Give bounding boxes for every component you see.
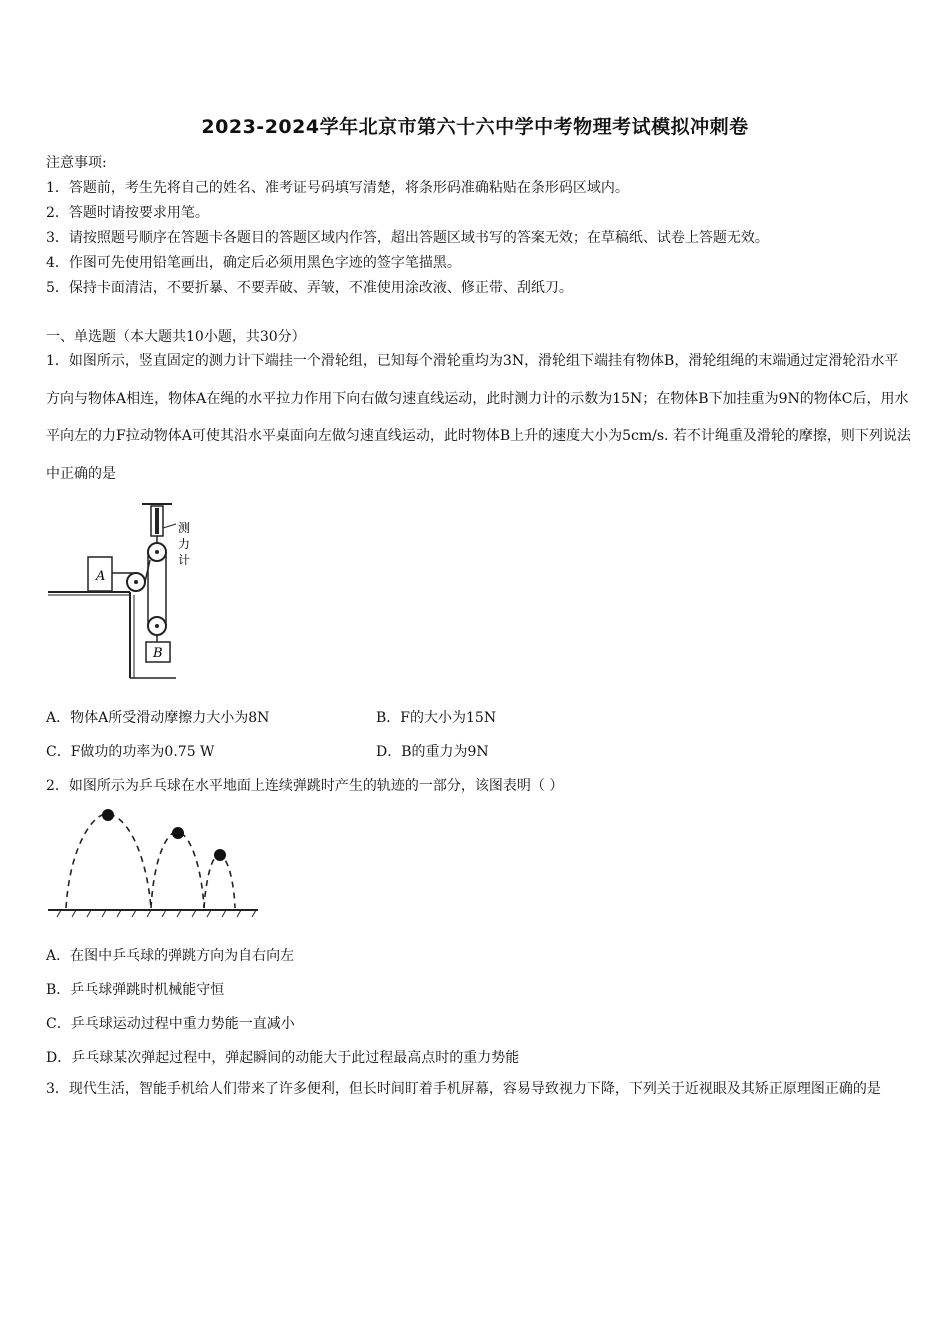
ball-3 bbox=[214, 849, 226, 861]
ball-2 bbox=[172, 827, 184, 839]
block-a-label: A bbox=[96, 569, 106, 584]
block-b-label: B bbox=[153, 646, 163, 661]
section-heading: 一、单选题（本大题共10小题，共30分） bbox=[46, 329, 306, 345]
trajectory-arc-2 bbox=[151, 832, 204, 908]
bounce-figure bbox=[46, 800, 266, 920]
q2-option-d: D．乒乓球某次弹起过程中，弹起瞬间的动能大于此过程最高点时的重力势能 bbox=[46, 1050, 520, 1066]
pulley-figure bbox=[46, 500, 216, 690]
trajectory-arc-1 bbox=[66, 814, 151, 908]
q1-option-a: A．物体A所受滑动摩擦力大小为8N bbox=[46, 710, 270, 726]
question-3-stem: 3．现代生活，智能手机给人们带来了许多便利，但长时间盯着手机屏幕，容易导致视力下降，下列关于近视眼及其矫正原理图正确的是 bbox=[46, 1081, 881, 1097]
q1-option-c: C．F做功的功率为0.75 W bbox=[46, 744, 215, 760]
spring-scale-label: 测 bbox=[178, 521, 191, 535]
q2-option-c: C．乒乓球运动过程中重力势能一直减小 bbox=[46, 1016, 295, 1032]
spring-scale-label: 计 bbox=[178, 553, 191, 567]
question-2-stem: 2．如图所示为乒乓球在水平地面上连续弹跳时产生的轨迹的一部分，该图表明（ ） bbox=[46, 778, 564, 794]
exam-title: 2023-2024学年北京市第六十六中学中考物理考试模拟冲刺卷 bbox=[201, 116, 749, 138]
q1-option-b: B．F的大小为15N bbox=[376, 710, 497, 726]
notice-item: 2．答题时请按要求用笔。 bbox=[46, 205, 209, 221]
notice-item: 5．保持卡面清洁，不要折暴、不要弄破、弄皱，不准使用涂改液、修正带、刮纸刀。 bbox=[46, 280, 573, 296]
notice-heading: 注意事项: bbox=[46, 155, 107, 171]
q2-option-b: B．乒乓球弹跳时机械能守恒 bbox=[46, 982, 225, 998]
q2-option-a: A．在图中乒乓球的弹跳方向为自右向左 bbox=[46, 948, 295, 964]
notice-item: 1．答题前，考生先将自己的姓名、准考证号码填写清楚，将条形码准确粘贴在条形码区域内。 bbox=[46, 180, 629, 196]
notice-item: 3．请按照题号顺序在答题卡各题目的答题区域内作答，超出答题区域书写的答案无效；在草稿纸、试卷上答题无效。 bbox=[46, 230, 769, 246]
question-1-stem: 1．如图所示，竖直固定的测力计下端挂一个滑轮组，已知每个滑轮重均为3N，滑轮组下端挂有物体B，滑轮组绳的末端通过定滑轮沿水平方向与物体A相连，物体A在绳的水平拉力作用下向右做匀速直线运动，此时测力计的示数为15N；在物体B下加挂重为9N的物体C后，用水平向左的力F拉动物体A可使其沿水平桌面向左做匀速直线运动，此时物体B上升的速度大小为5cm/s. 若不计绳重及滑轮的摩擦，则下列说法中正确的是 bbox=[46, 353, 911, 482]
ball-1 bbox=[102, 809, 114, 821]
notice-item: 4．作图可先使用铅笔画出，确定后必须用黑色字迹的签字笔描黑。 bbox=[46, 255, 461, 271]
spring-scale-label: 力 bbox=[178, 537, 191, 551]
trajectory-arc-3 bbox=[204, 855, 235, 908]
q1-option-d: D．B的重力为9N bbox=[376, 744, 489, 760]
